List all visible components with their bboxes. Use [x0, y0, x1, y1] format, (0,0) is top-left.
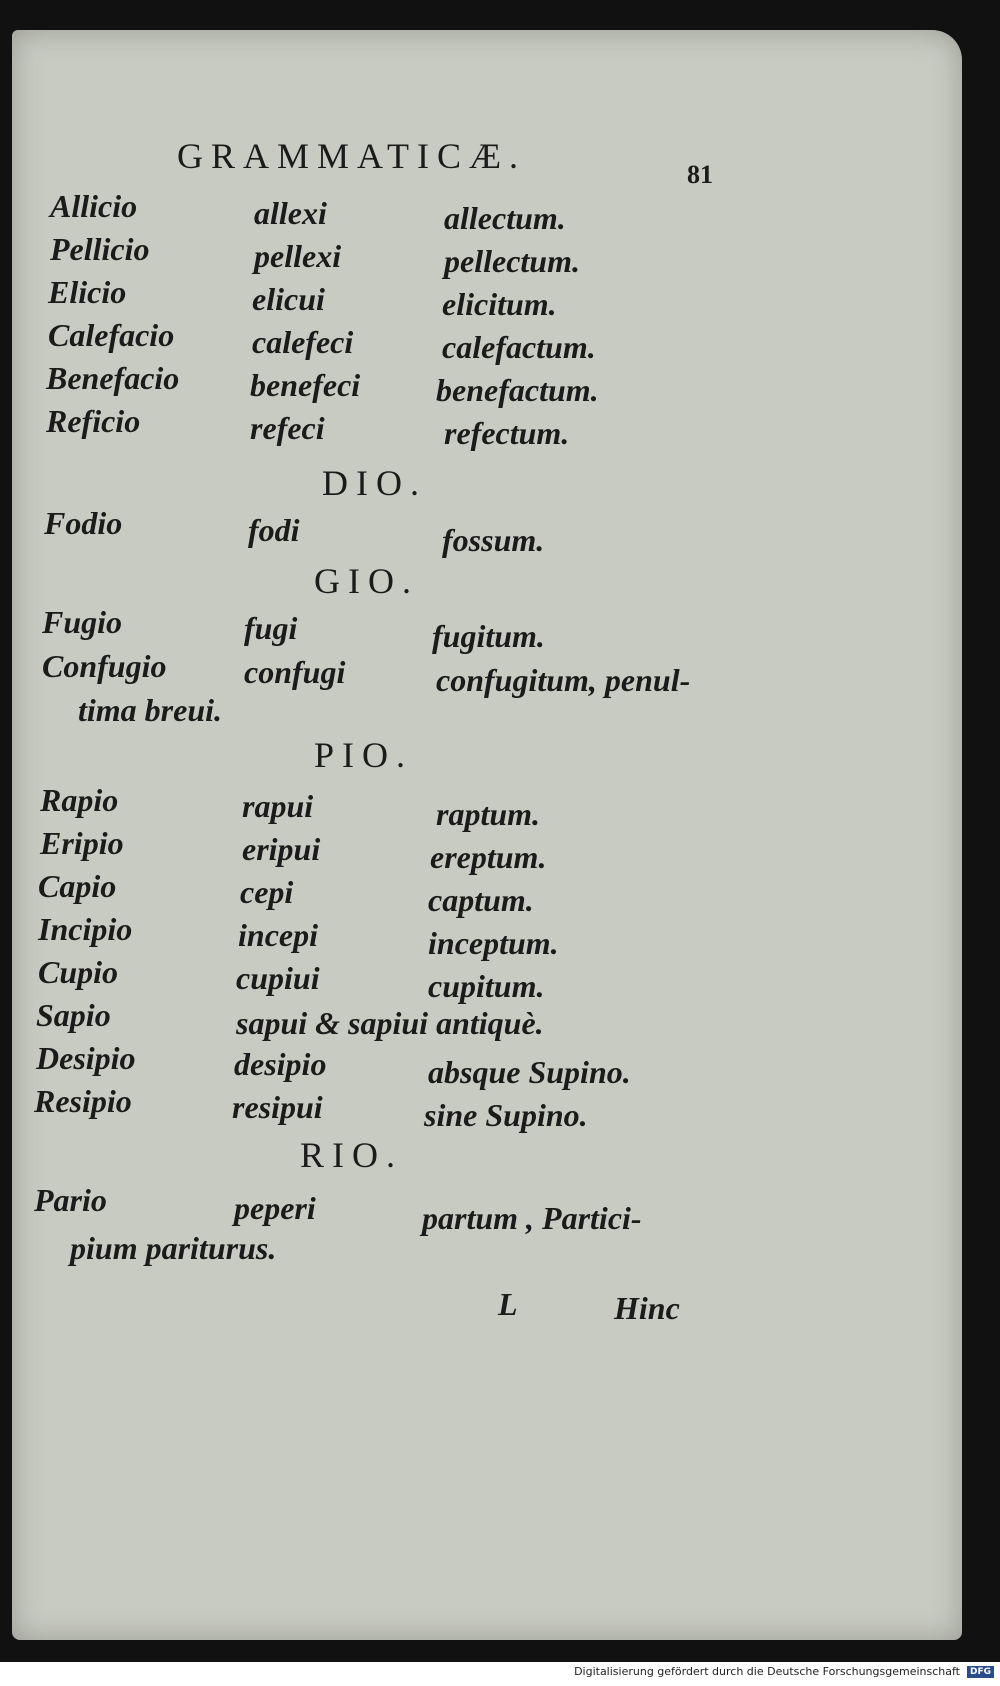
verb-supine: partum , Partici-: [422, 1200, 642, 1236]
section-heading: RIO.: [300, 1135, 403, 1175]
verb-perfect: fodi: [248, 512, 300, 548]
signature-mark: L: [498, 1286, 518, 1322]
verb-perfect: incepi: [238, 917, 318, 953]
verb-perfect: rapui: [242, 788, 314, 824]
verb-present: Cupio: [38, 954, 119, 990]
verb-present: Benefacio: [46, 360, 180, 396]
section-heading: PIO.: [314, 735, 414, 775]
verb-present: Fugio: [42, 604, 123, 640]
verb-present: Resipio: [34, 1083, 132, 1119]
verb-supine: elicitum.: [442, 286, 557, 322]
book-page: [12, 30, 962, 1640]
verb-perfect: cupiui: [236, 960, 320, 996]
verb-present: Fodio: [44, 505, 123, 541]
dfg-logo: DFG: [967, 1666, 994, 1678]
verb-perfect: fugi: [244, 610, 298, 646]
verb-supine: allectum.: [444, 200, 566, 236]
verb-present: Elicio: [48, 274, 127, 310]
continuation-line: tima breui.: [78, 692, 223, 728]
verb-supine: ereptum.: [430, 839, 547, 875]
page-number: 81: [687, 160, 713, 189]
verb-supine: confugitum, penul-: [436, 662, 691, 698]
verb-present: Allicio: [50, 188, 138, 224]
verb-present: Confugio: [42, 648, 167, 684]
verb-present: Calefacio: [48, 317, 175, 353]
verb-supine: benefactum.: [436, 372, 599, 408]
verb-present: Pellicio: [50, 231, 150, 267]
verb-present: Sapio: [36, 997, 111, 1033]
verb-present: Eripio: [40, 825, 124, 861]
running-head: GRAMMATICÆ.: [177, 136, 527, 176]
verb-perfect: pellexi: [254, 238, 342, 274]
verb-perfect: eripui: [242, 831, 321, 867]
verb-supine: fugitum.: [432, 618, 545, 654]
verb-present: Desipio: [36, 1040, 136, 1076]
verb-supine: fossum.: [442, 522, 545, 558]
verb-supine: raptum.: [436, 796, 541, 832]
verb-supine: inceptum.: [428, 925, 559, 961]
section-heading: GIO.: [314, 561, 419, 601]
verb-perfect: peperi: [234, 1190, 316, 1226]
verb-present: Incipio: [38, 911, 133, 947]
verb-perfect: resipui: [232, 1089, 323, 1125]
verb-perfect: desipio: [234, 1046, 327, 1082]
verb-perfect: benefeci: [250, 367, 361, 403]
verb-perfect: cepi: [240, 874, 294, 910]
credit-strip: [0, 1662, 1000, 1686]
verb-present: Rapio: [40, 782, 119, 818]
verb-supine: captum.: [428, 882, 534, 918]
verb-supine: calefactum.: [442, 329, 596, 365]
section-heading: DIO.: [322, 463, 427, 503]
verb-supine: refectum.: [444, 415, 570, 451]
verb-present: Reficio: [46, 403, 141, 439]
verb-perfect: elicui: [252, 281, 325, 317]
verb-perfect: refeci: [250, 410, 325, 446]
verb-perfect: confugi: [244, 654, 346, 690]
verb-perfect: sapui & sapiui antiquè.: [236, 1005, 544, 1041]
verb-supine: cupitum.: [428, 968, 545, 1004]
verb-perfect: allexi: [254, 195, 327, 231]
verb-supine: sine Supino.: [424, 1097, 588, 1133]
catchword: Hinc: [614, 1290, 680, 1326]
verb-supine: pellectum.: [444, 243, 580, 279]
verb-supine: absque Supino.: [428, 1054, 631, 1090]
verb-perfect: calefeci: [252, 324, 354, 360]
continuation-line: pium pariturus.: [70, 1230, 277, 1266]
verb-present: Pario: [34, 1182, 107, 1218]
verb-present: Capio: [38, 868, 117, 904]
credit-text: Digitalisierung gefördert durch die Deutsche Forschungsgemeinschaft: [574, 1665, 960, 1678]
